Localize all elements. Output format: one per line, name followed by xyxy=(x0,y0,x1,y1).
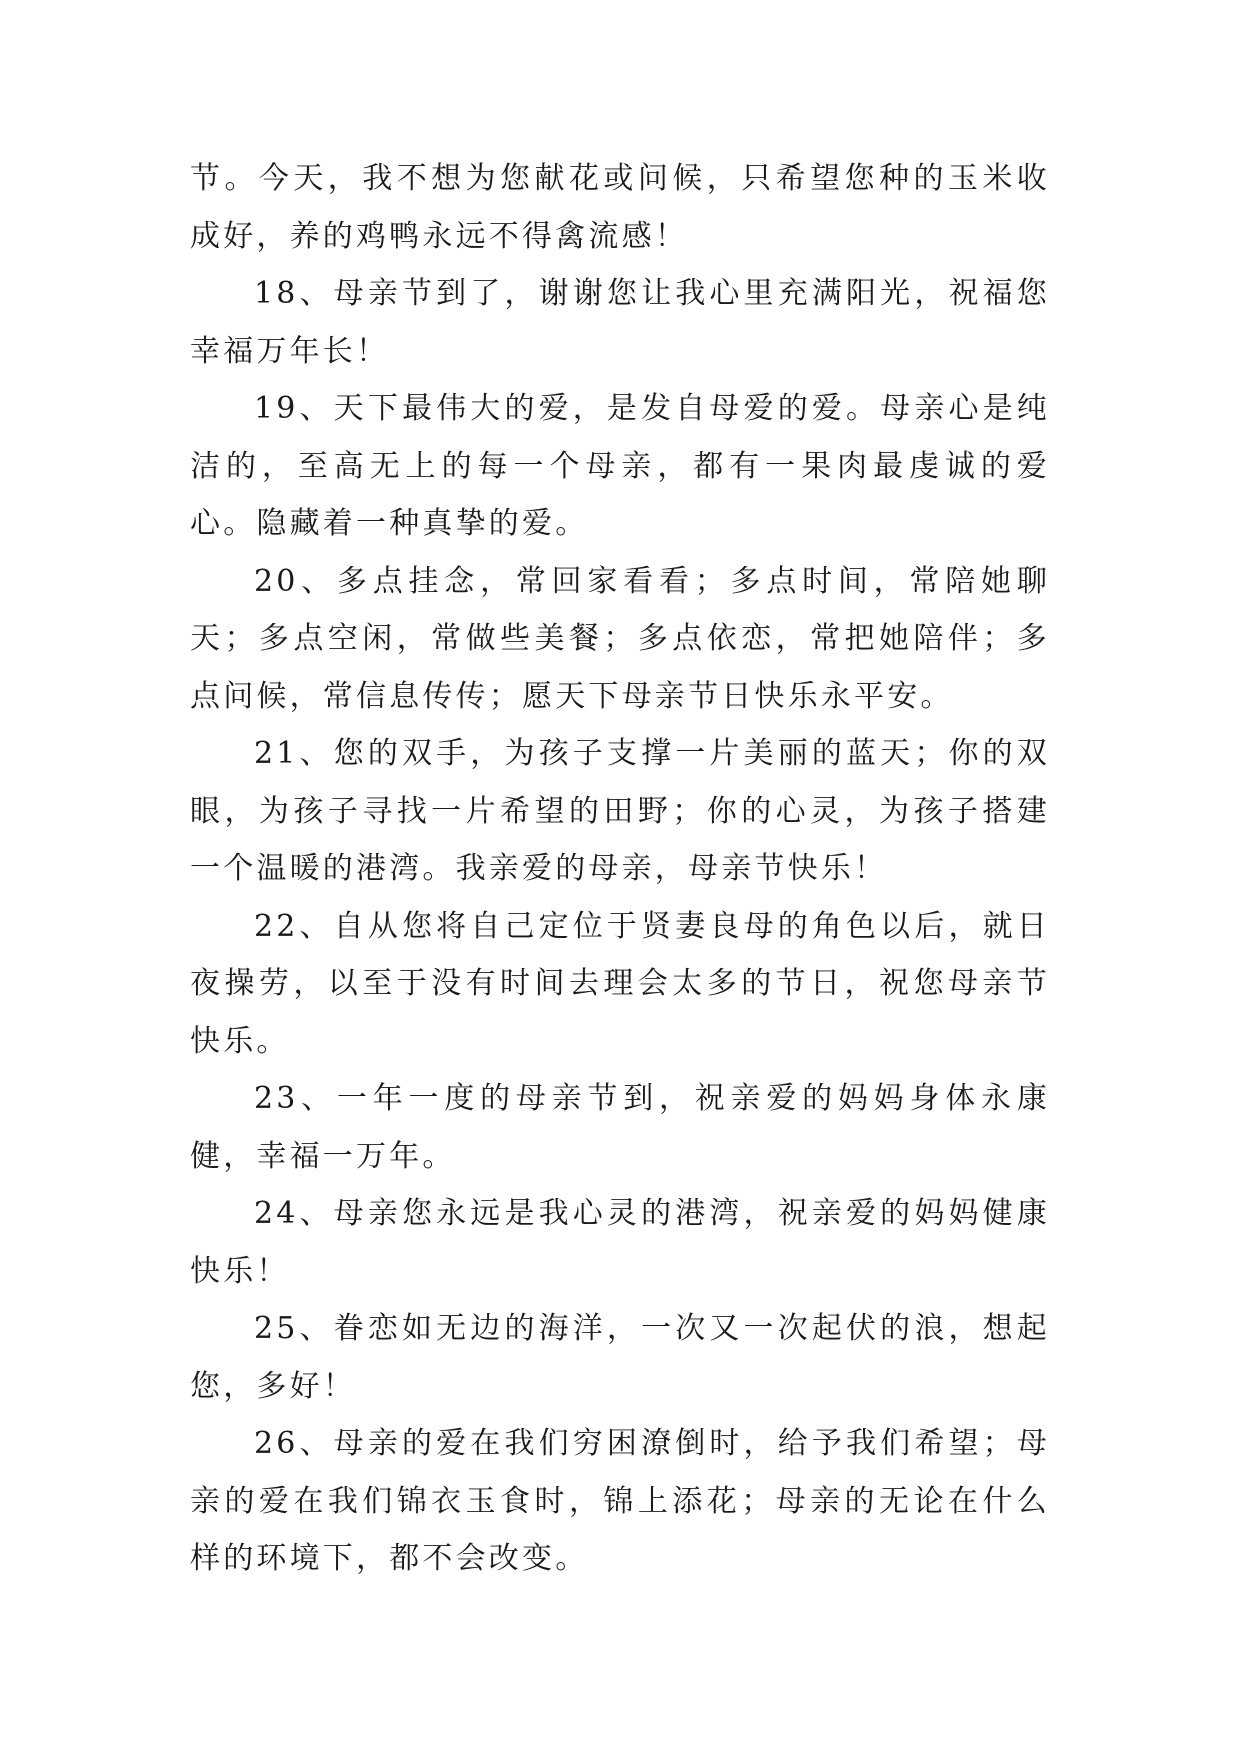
paragraph-22: 22、自从您将自己定位于贤妻良母的角色以后，就日夜操劳，以至于没有时间去理会太多的节日，祝您母亲节快乐。 xyxy=(190,908,1050,1059)
paragraph-25: 25、眷恋如无边的海洋，一次又一次起伏的浪，想起您，多好！ xyxy=(190,1311,1050,1404)
paragraph-24: 24、母亲您永远是我心灵的港湾，祝亲爱的妈妈健康快乐！ xyxy=(190,1196,1050,1289)
paragraph-26: 26、母亲的爱在我们穷困潦倒时，给予我们希望；母亲的爱在我们锦衣玉食时，锦上添花；母亲的无论在什么样的环境下，都不会改变。 xyxy=(190,1426,1050,1576)
paragraph-21: 21、您的双手，为孩子支撑一片美丽的蓝天；你的双眼，为孩子寻找一片希望的田野；你的心灵，为孩子搭建一个温暖的港湾。我亲爱的母亲，母亲节快乐！ xyxy=(190,736,1050,886)
paragraph-20: 20、多点挂念，常回家看看；多点时间，常陪她聊天；多点空闲，常做些美餐；多点依恋，常把她陪伴；多点问候，常信息传传；愿天下母亲节日快乐永平安。 xyxy=(190,563,1050,714)
paragraph-23: 23、一年一度的母亲节到，祝亲爱的妈妈身体永康健，幸福一万年。 xyxy=(190,1081,1050,1174)
paragraph-18: 18、母亲节到了，谢谢您让我心里充满阳光，祝福您幸福万年长！ xyxy=(190,276,1050,369)
paragraph-19: 19、天下最伟大的爱，是发自母爱的爱。母亲心是纯洁的，至高无上的每一个母亲，都有一果肉最虔诚的爱心。隐藏着一种真挚的爱。 xyxy=(190,391,1050,541)
document-body xyxy=(190,150,1050,1588)
paragraph-continued: 节。今天，我不想为您献花或问候，只希望您种的玉米收成好，养的鸡鸭永远不得禽流感！ xyxy=(190,161,1050,254)
